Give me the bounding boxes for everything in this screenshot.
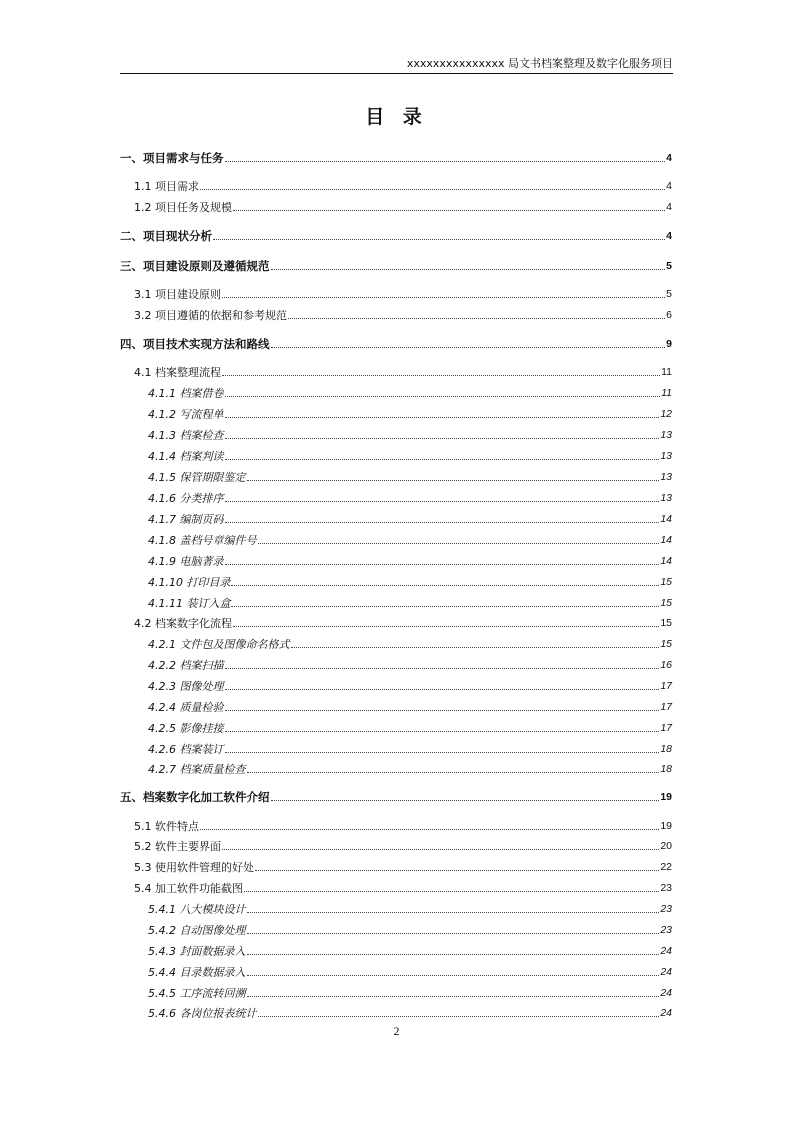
- toc-entry-page: 11: [661, 366, 672, 378]
- toc-entry-page: 13: [660, 492, 672, 504]
- toc-dot-leader: [222, 848, 659, 850]
- toc-dot-leader: [247, 771, 660, 773]
- toc-entry[interactable]: [148, 530, 672, 548]
- toc-dot-leader: [244, 890, 659, 892]
- toc-entry[interactable]: [120, 334, 672, 352]
- toc-dot-leader: [271, 799, 660, 801]
- toc-entry-page: 24: [660, 1007, 672, 1019]
- toc-dot-leader: [225, 416, 660, 418]
- toc-entry[interactable]: [148, 899, 672, 917]
- toc-entry[interactable]: [148, 983, 672, 1001]
- toc-entry[interactable]: [134, 816, 672, 834]
- toc-dot-leader: [225, 437, 660, 439]
- toc-entry-page: 5: [666, 260, 672, 272]
- toc-entry-label: 5.3 使用软件管理的好处: [134, 861, 254, 874]
- toc-entry-page: 23: [660, 924, 672, 936]
- toc-entry-page: 19: [660, 791, 672, 803]
- toc-entry-page: 23: [660, 903, 672, 915]
- toc-dot-leader: [222, 296, 665, 298]
- toc-entry-label: 4.2.3 图像处理: [148, 680, 224, 693]
- toc-entry-page: 20: [660, 840, 672, 852]
- toc-entry[interactable]: [148, 404, 672, 422]
- toc-entry-label: 4.1.5 保管期限鉴定: [148, 471, 246, 484]
- toc-dot-leader: [225, 730, 660, 732]
- toc-entry-page: 19: [660, 820, 672, 832]
- toc-dot-leader: [258, 1015, 660, 1017]
- toc-entry-label: 4.1.1 档案借卷: [148, 387, 224, 400]
- toc-entry-label: 5.4.6 各岗位报表统计: [148, 1007, 257, 1020]
- toc-entry-label: 3.2 项目遵循的依据和参考规范: [134, 309, 287, 322]
- toc-entry-label: 5.4.2 自动图像处理: [148, 924, 246, 937]
- toc-entry-page: 4: [666, 230, 672, 242]
- toc-entry-label: 5.4.5 工序流转回溯: [148, 987, 246, 1000]
- toc-entry-label: 1.2 项目任务及规模: [134, 201, 232, 214]
- toc-entry-page: 9: [666, 338, 672, 350]
- toc-entry-page: 4: [666, 180, 672, 192]
- toc-entry[interactable]: [134, 197, 672, 215]
- toc-dot-leader: [291, 646, 660, 648]
- toc-entry[interactable]: [134, 305, 672, 323]
- toc-entry-label: 四、项目技术实现方法和路线: [120, 337, 270, 351]
- toc-entry-label: 5.2 软件主要界面: [134, 840, 221, 853]
- toc-entry-label: 4.2.6 档案装订: [148, 743, 224, 756]
- toc-entry-label: 4.2.2 档案扫描: [148, 659, 224, 672]
- toc-entry-label: 五、档案数字化加工软件介绍: [120, 790, 270, 804]
- toc-entry-label: 4.2 档案数字化流程: [134, 617, 232, 630]
- toc-dot-leader: [247, 479, 660, 481]
- toc-entry[interactable]: [148, 1003, 672, 1021]
- toc-entry-label: 4.1.4 档案判读: [148, 450, 224, 463]
- toc-dot-leader: [225, 709, 660, 711]
- toc-entry-page: 14: [660, 555, 672, 567]
- toc-dot-leader: [231, 605, 659, 607]
- toc-dot-leader: [233, 625, 659, 627]
- toc-dot-leader: [225, 160, 666, 162]
- toc-entry[interactable]: [148, 739, 672, 757]
- toc-entry-page: 18: [660, 743, 672, 755]
- toc-entry[interactable]: [134, 878, 672, 896]
- toc-entry-page: 12: [660, 408, 672, 420]
- toc-entry[interactable]: [148, 718, 672, 736]
- toc-entry-label: 4.1.9 电脑著录: [148, 555, 224, 568]
- toc-entry[interactable]: [148, 383, 672, 401]
- toc-dot-leader: [225, 667, 660, 669]
- toc-entry-page: 4: [666, 152, 672, 164]
- toc-entry[interactable]: [148, 655, 672, 673]
- toc-entry[interactable]: [134, 362, 672, 380]
- toc-entry-label: 5.4.3 封面数据录入: [148, 945, 246, 958]
- toc-dot-leader: [233, 209, 665, 211]
- toc-dot-leader: [247, 974, 660, 976]
- toc-entry-page: 13: [660, 429, 672, 441]
- toc-entry-page: 15: [660, 617, 672, 629]
- toc-entry-label: 4.1.3 档案检查: [148, 429, 224, 442]
- toc-entry-page: 17: [660, 701, 672, 713]
- toc-entry-page: 24: [660, 987, 672, 999]
- toc-entry[interactable]: [120, 787, 672, 805]
- toc-dot-leader: [200, 828, 659, 830]
- page-number: 2: [393, 1024, 400, 1038]
- toc-dot-leader: [247, 953, 660, 955]
- toc-dot-leader: [222, 374, 660, 376]
- toc-entry-label: 1.1 项目需求: [134, 180, 199, 193]
- toc-entry[interactable]: [134, 857, 672, 875]
- toc-entry-label: 4.1 档案整理流程: [134, 366, 221, 379]
- toc-entry[interactable]: [148, 962, 672, 980]
- toc-dot-leader: [225, 458, 660, 460]
- toc-entry[interactable]: [134, 836, 672, 854]
- toc-entry-page: 15: [660, 597, 672, 609]
- toc-dot-leader: [231, 584, 659, 586]
- toc-dot-leader: [225, 500, 660, 502]
- toc-dot-leader: [200, 188, 665, 190]
- toc-entry-label: 4.1.2 写流程单: [148, 408, 224, 421]
- toc-entry-label: 4.1.11 装订入盒: [148, 597, 231, 610]
- toc-entry-page: 15: [660, 576, 672, 588]
- toc-entry-label: 二、项目现状分析: [120, 229, 212, 243]
- toc-entry-label: 4.2.1 文件包及图像命名格式: [148, 638, 290, 651]
- toc-entry[interactable]: [148, 759, 672, 777]
- toc-entry-label: 4.1.8 盖档号章编件号: [148, 534, 257, 547]
- toc-entry[interactable]: [148, 509, 672, 527]
- toc-entry-page: 24: [660, 945, 672, 957]
- toc-entry-page: 24: [660, 966, 672, 978]
- toc-entry[interactable]: [148, 593, 672, 611]
- toc-entry-label: 一、项目需求与任务: [120, 151, 224, 165]
- toc-dot-leader: [225, 751, 660, 753]
- toc-dot-leader: [271, 346, 666, 348]
- page-title: 目 录: [365, 106, 428, 128]
- toc-dot-leader: [225, 395, 661, 397]
- toc-entry[interactable]: [134, 176, 672, 194]
- toc-entry-label: 4.2.4 质量检验: [148, 701, 224, 714]
- toc-entry-page: 18: [660, 763, 672, 775]
- toc-entry[interactable]: [134, 284, 672, 302]
- toc-entry-label: 4.1.10 打印目录: [148, 576, 231, 589]
- toc-entry[interactable]: [148, 551, 672, 569]
- toc-entry[interactable]: [148, 634, 672, 652]
- toc-entry-label: 4.2.5 影像挂接: [148, 722, 224, 735]
- toc-dot-leader: [288, 317, 665, 319]
- toc-entry[interactable]: [148, 697, 672, 715]
- toc-entry[interactable]: [148, 488, 672, 506]
- toc-entry-page: 4: [666, 201, 672, 213]
- toc-dot-leader: [255, 869, 659, 871]
- toc-entry-page: 6: [666, 309, 672, 321]
- toc-entry-page: 11: [661, 387, 672, 399]
- toc-entry-label: 5.1 软件特点: [134, 820, 199, 833]
- toc-entry[interactable]: [148, 467, 672, 485]
- toc-entry-label: 5.4.4 目录数据录入: [148, 966, 246, 979]
- toc-dot-leader: [258, 542, 660, 544]
- toc-entry-page: 14: [660, 534, 672, 546]
- toc-entry-page: 14: [660, 513, 672, 525]
- toc-entry-page: 17: [660, 722, 672, 734]
- toc-dot-leader: [213, 238, 665, 240]
- toc-entry-page: 22: [660, 861, 672, 873]
- toc-entry-page: 23: [660, 882, 672, 894]
- toc-entry-page: 15: [660, 638, 672, 650]
- toc-entry[interactable]: [134, 613, 672, 631]
- toc-entry[interactable]: [148, 446, 672, 464]
- toc-entry-label: 5.4 加工软件功能截图: [134, 882, 243, 895]
- toc-entry[interactable]: [120, 256, 672, 274]
- toc-dot-leader: [225, 688, 660, 690]
- page-header: xxxxxxxxxxxxxxx 局文书档案整理及数字化服务项目: [120, 54, 673, 74]
- toc-entry-label: 5.4.1 八大模块设计: [148, 903, 246, 916]
- toc-entry-page: 13: [660, 471, 672, 483]
- toc-entry-page: 5: [666, 288, 672, 300]
- toc-entry-label: 三、项目建设原则及遵循规范: [120, 259, 270, 273]
- toc-entry-label: 4.1.6 分类排序: [148, 492, 224, 505]
- toc-entry-label: 3.1 项目建设原则: [134, 288, 221, 301]
- toc-entry-page: 13: [660, 450, 672, 462]
- toc-dot-leader: [225, 521, 660, 523]
- toc-entry[interactable]: [148, 941, 672, 959]
- toc-entry[interactable]: [120, 148, 672, 166]
- toc-dot-leader: [247, 911, 660, 913]
- toc-dot-leader: [271, 268, 666, 270]
- toc-entry[interactable]: [148, 572, 672, 590]
- toc-entry-page: 17: [660, 680, 672, 692]
- toc-entry[interactable]: [148, 920, 672, 938]
- toc-entry[interactable]: [148, 676, 672, 694]
- toc-dot-leader: [247, 995, 660, 997]
- toc-entry-page: 16: [660, 659, 672, 671]
- toc-entry-label: 4.1.7 编制页码: [148, 513, 224, 526]
- toc-dot-leader: [247, 932, 660, 934]
- toc-entry[interactable]: [120, 226, 672, 244]
- toc-entry-label: 4.2.7 档案质量检查: [148, 763, 246, 776]
- toc-entry[interactable]: [148, 425, 672, 443]
- toc-dot-leader: [225, 563, 660, 565]
